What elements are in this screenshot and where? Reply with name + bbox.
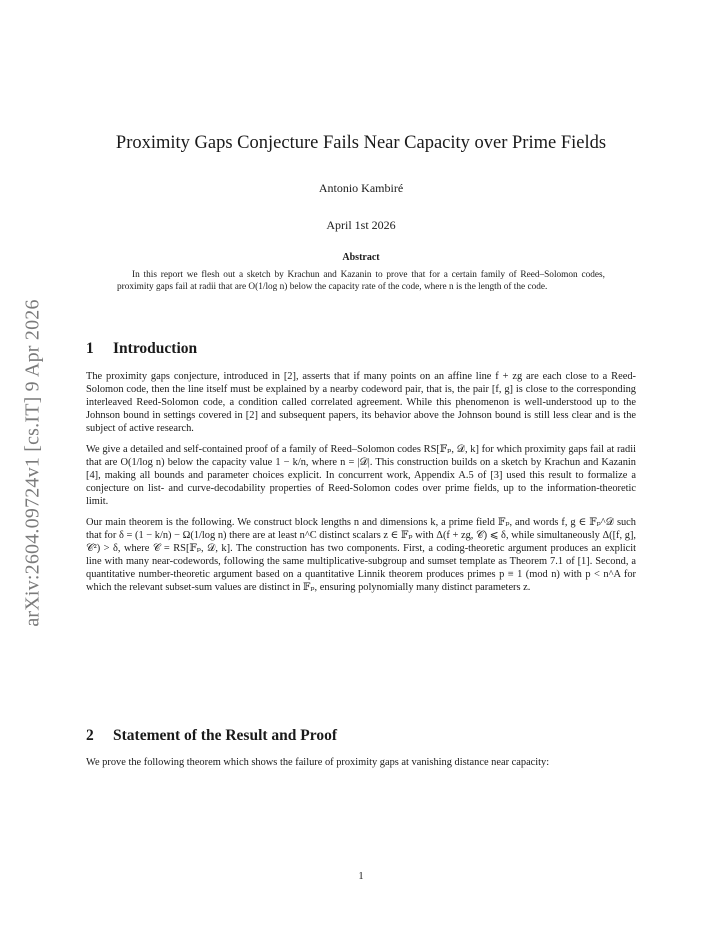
section-title: Introduction (113, 340, 198, 357)
abstract-body: In this report we flesh out a sketch by Krachun and Kazanin to prove that for a certain family of Reed–Solomon codes, proximity gaps fail at radii that are O(1/log n) below the capacity rate of the code, where n is the length of the code. (117, 270, 605, 292)
section-statement (86, 726, 636, 777)
abstract-heading: Abstract (342, 252, 380, 263)
page-number: 1 (358, 871, 364, 882)
paragraph: We prove the following theorem which shows the failure of proximity gaps at vanishing distance near capacity: (86, 757, 550, 768)
paragraph: The proximity gaps conjecture, introduced in [2], asserts that if many points on an affine line f + zg are each close to a Reed-Solomon code, then the line itself must be explained by a nearby codeword pair, that is, the pair [f, g] is close to the corresponding interleaved Reed-Solomon code, a condition called correlated agreement. While this phenomenon is well-understood up to the Johnson bound in settings covered in [2] and subsequent papers, its behavior above the Johnson bound is still less clear and is the subject of active research. (86, 371, 636, 434)
section-introduction (86, 339, 636, 602)
paragraph: Our main theorem is the following. We construct block lengths n and dimensions k, a prime field 𝔽ₚ, and words f, g ∈ 𝔽ₚ^𝒟 such that for δ = (1 − k/n) − Ω(1/log n) there are at least n^C distinct scalars z ∈ 𝔽ₚ with Δ(f + zg, 𝒞) ⩽ δ, while simultaneously Δ([f, g], 𝒞²) > δ, where 𝒞 = RS[𝔽ₚ, 𝒟, k]. The construction has two components. First, a coding-theoretic argument produces an explicit line with many near-codewords, following the same multiplicative-subgroup and sumset template as Theorem 7.1 of [1]. Second, a quantitative number-theoretic argument based on a quantitative Linnik theorem produces primes p ≡ 1 (mod n) with p < n^A for which the relevant subset-sum values are distinct in 𝔽ₚ, ensuring polynomially many distinct parameters z. (86, 517, 636, 593)
section-number: 2 (86, 727, 94, 744)
paper-date: April 1st 2026 (326, 218, 396, 232)
section-heading (86, 339, 636, 359)
abstract (117, 252, 605, 293)
author-name: Antonio Kambiré (318, 181, 404, 195)
section-heading (86, 726, 636, 746)
arxiv-identifier: arXiv:2604.09724v1 [cs.IT] 9 Apr 2026 (21, 299, 44, 627)
paper-title: Proximity Gaps Conjecture Fails Near Capacity over Prime Fields (115, 133, 607, 153)
section-title: Statement of the Result and Proof (113, 727, 338, 744)
paragraph: We give a detailed and self-contained proof of a family of Reed–Solomon codes RS[𝔽ₚ, 𝒟, k] for which proximity gaps fail at radii that are O(1/log n) below the capacity value 1 − k/n, where n = |𝒟|. This construction builds on a sketch by Krachun and Kazanin [4], making all bounds and parameter choices explicit. In concurrent work, Appendix A.5 of [3] used this result to formalize a conjecture on list- and curve-decodability properties of Reed-Solomon codes over prime fields, up to the information-theoretic limit. (86, 444, 636, 507)
section-number: 1 (86, 340, 94, 357)
